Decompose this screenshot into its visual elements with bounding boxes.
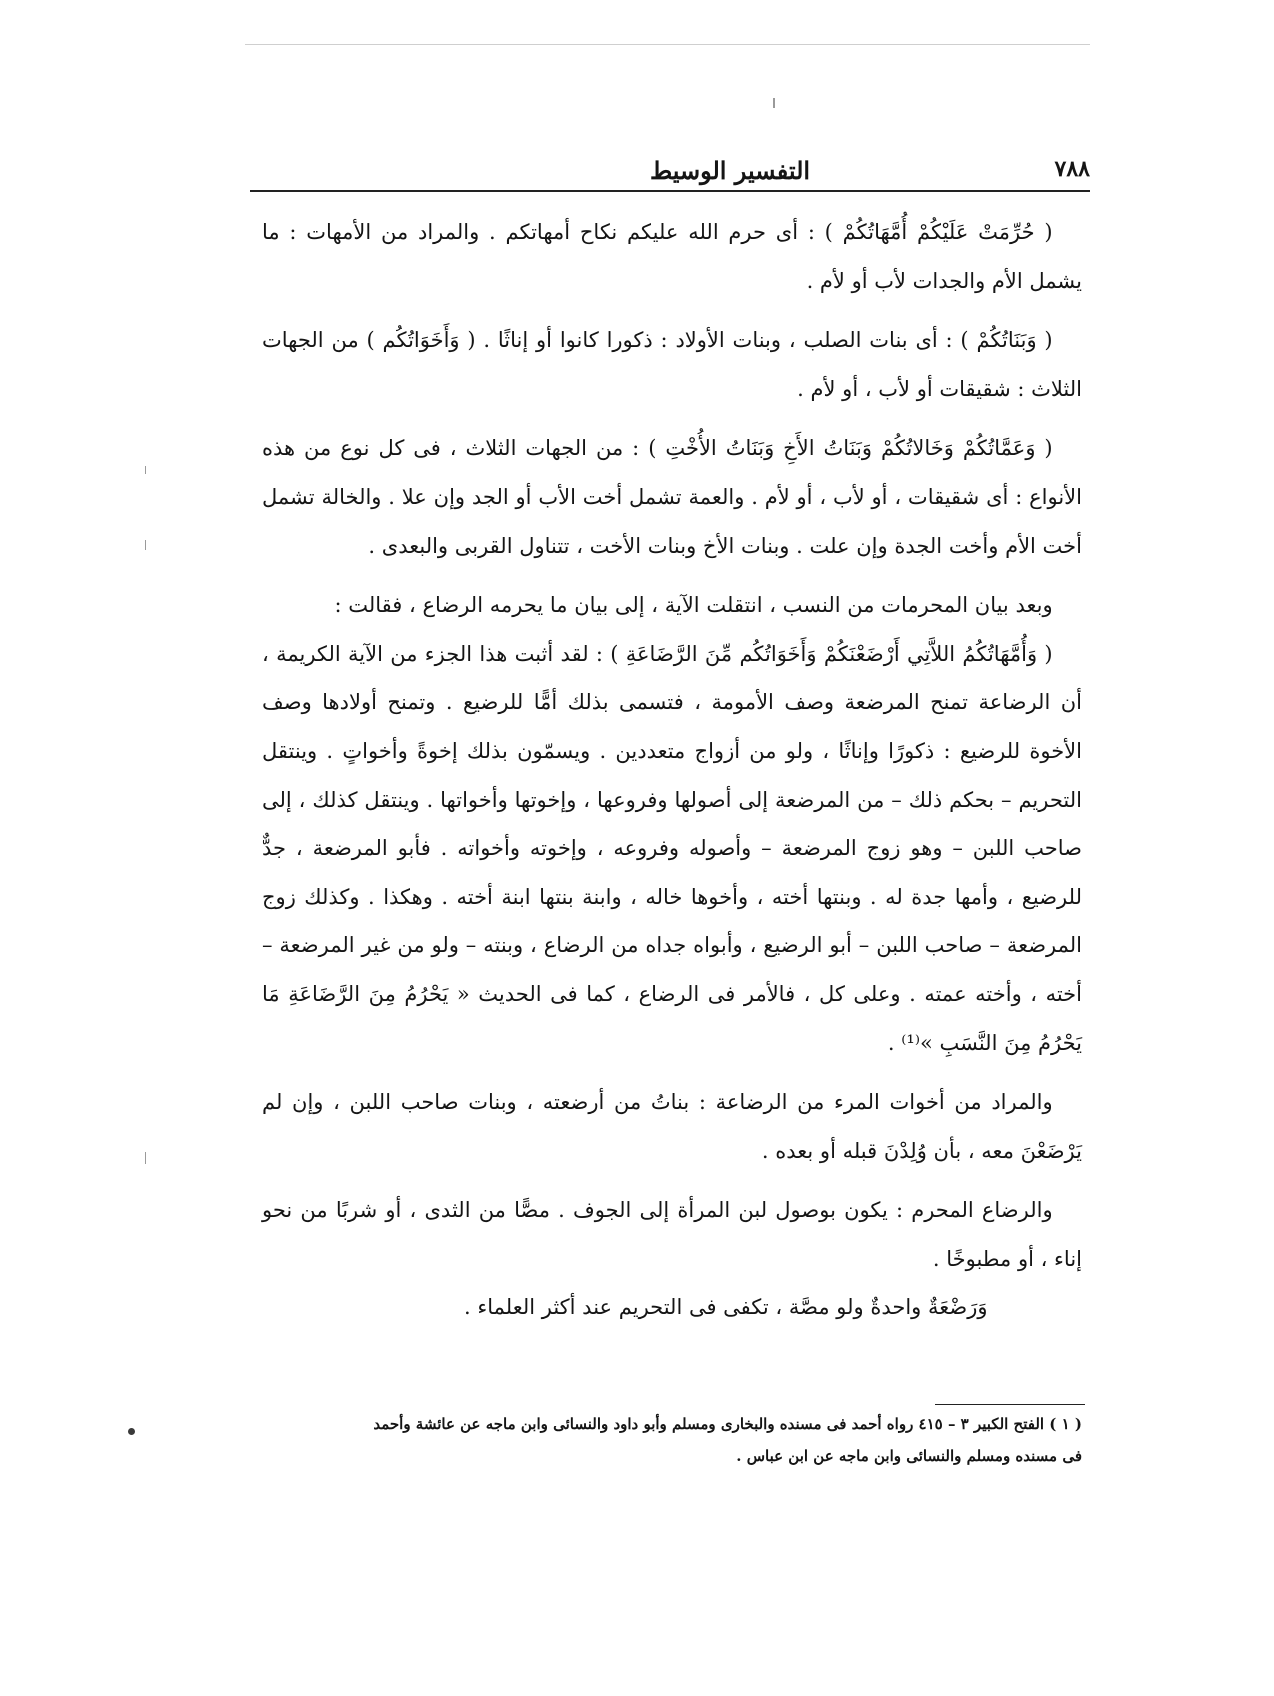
footnote-line: فى مسنده ومسلم والنسائى وابن ماجه عن ابن عباس . (736, 1447, 1082, 1465)
scan-mark (773, 98, 775, 108)
paragraph: وَرَضْعَةٌ واحدةٌ ولو مصَّة ، تكفى فى التحريم عند أكثر العلماء . (464, 1295, 988, 1320)
header-rule (250, 190, 1090, 192)
paragraph: وبعد بيان المحرمات من النسب ، انتقلت الآية ، إلى بيان ما يحرمه الرضاع ، فقالت : (334, 593, 1053, 618)
paragraph: ( حُرِّمَتْ عَلَيْكُمْ أُمَّهَاتُكُمْ ) : أى حرم الله عليكم نكاح أمهاتكم . والمراد من الأمهات : ما يشمل الأم والجدات لأب أو لأم . (262, 220, 1082, 293)
paragraph: والرضاع المحرم : يكون بوصول لبن المرأة إلى الجوف . مصًّا من الثدى ، أو شربًا من نحو إناء ، أو مطبوخًا . (262, 1198, 1082, 1271)
page-header (250, 150, 1090, 190)
scan-mark (145, 540, 146, 550)
paragraph: والمراد من أخوات المرء من الرضاعة : بناتُ من أرضعته ، وبنات صاحب اللبن ، وإن لم يَرْضَعْنَ معه ، بأن وُلِدْنَ قبله أو بعده . (262, 1090, 1082, 1163)
running-title: التفسير الوسيط (649, 156, 811, 185)
main-text (262, 208, 1082, 1332)
paragraph: ( وَأُمَّهَاتُكُمُ اللاَّتِي أَرْضَعْنَكُمْ وَأَخَوَاتُكُم مِّنَ الرَّضَاعَةِ ) : لقد أثبت هذا الجزء من الآية الكريمة ، أن الرضاعة تمنح المرضعة وصف الأمومة ، فتسمى بذلك أمًّا للرضيع . وتمنح أولادها وصف الأخوة للرضيع : ذكورًا وإناثًا ، ولو من أزواج متعددين . ويسمّون بذلك إخوةً وأخواتٍ . وينتقل التحريم – بحكم ذلك – من المرضعة إلى أصولها وفروعها ، وإخوتها وأخواتها . وينتقل كذلك ، إلى صاحب اللبن – وهو زوج المرضعة – وأصوله وفروعه ، وإخوته وأخواته . فأبو المرضعة ، جدٌّ للرضيع ، وأمها جدة له . وبنتها أخته ، وأخوها خاله ، وابنة بنتها ابنة أخته . وهكذا . وكذلك زوج المرضعة – صاحب اللبن – أبو الرضيع ، وأبواه جداه من الرضاع ، وبنته – ولو من غير المرضعة – أخته ، وأخته عمته . وعلى كل ، فالأمر فى الرضاع ، كما فى الحديث « يَحْرُمُ مِنَ الرَّضَاعَةِ مَا يَحْرُمُ مِنَ النَّسَبِ »⁽¹⁾ . (262, 641, 1082, 1055)
scan-mark (145, 1152, 146, 1164)
scan-mark (145, 466, 146, 474)
footnote-rule (935, 1404, 1085, 1405)
page-number: ٧٨٨ (1054, 156, 1090, 182)
scan-edge-line (245, 44, 1090, 45)
footnote (262, 1408, 1082, 1472)
footnote-line: ( ١ ) الفتح الكبير ٣ – ٤١٥ رواه أحمد فى مسنده والبخارى ومسلم وأبو داود والنسائى وابن ماجه عن عائشة وأحمد (373, 1415, 1082, 1433)
ink-spot (128, 1428, 135, 1435)
paragraph: ( وَبَنَاتُكُمْ ) : أى بنات الصلب ، وبنات الأولاد : ذكورا كانوا أو إناثًا . ( وَأَخَوَاتُكُم ) من الجهات الثلاث : شقيقات أو لأب ، أو لأم . (262, 328, 1082, 401)
paragraph: ( وَعَمَّاتُكُمْ وَخَالاتُكُمْ وَبَنَاتُ الأَخِ وَبَنَاتُ الأُخْتِ ) : من الجهات الثلاث ، فى كل نوع من هذه الأنواع : أى شقيقات ، أو لأب ، أو لأم . والعمة تشمل أخت الأب أو الجد وإن علا . والخالة تشمل أخت الأم وأخت الجدة وإن علت . وبنات الأخ وبنات الأخت ، تتناول القربى والبعدى . (262, 436, 1082, 558)
